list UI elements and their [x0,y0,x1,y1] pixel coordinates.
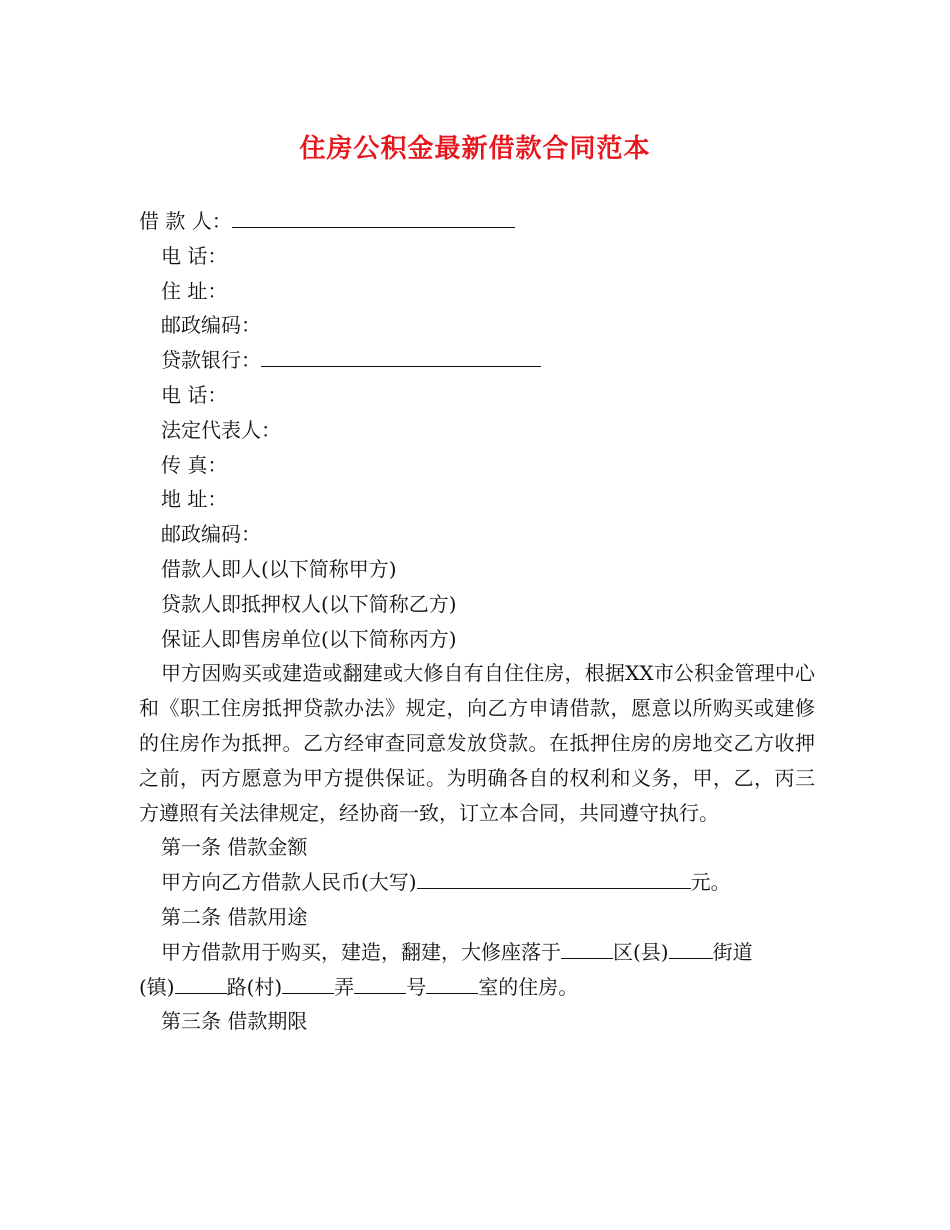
fax-label: 传 真： [161,452,228,477]
postcode2-field [139,517,815,552]
bank-field [139,343,815,378]
article2-heading: 第二条 借款用途 [161,904,308,929]
article1-text-after: 元。 [690,870,731,895]
phone2-label: 电 话： [161,382,228,407]
legal-rep-field [139,413,815,448]
number-blank[interactable] [354,971,406,994]
road-blank[interactable] [175,971,227,994]
article1-heading: 第一条 借款金额 [161,835,308,860]
fax-field [139,448,815,483]
street-label: 街道 [712,939,753,964]
room-label: 室的住房。 [478,974,579,999]
postcode1-field [139,308,815,343]
postcode2-label: 邮政编码： [161,522,261,547]
postcode1-label: 邮政编码： [161,313,261,338]
party-a: 借款人即人(以下简称甲方) [161,556,397,581]
article1-text-before: 甲方向乙方借款人民币(大写) [161,870,417,895]
number-label: 号 [406,974,427,999]
street-blank[interactable] [669,936,713,959]
district-blank[interactable] [561,936,613,959]
bank-blank[interactable] [261,344,541,367]
phone1-label: 电 话： [161,243,228,268]
address2-label: 地 址： [161,487,228,512]
loan-amount-blank[interactable] [417,866,691,889]
document-body [139,204,815,1039]
phone2-field [139,378,815,413]
article1-text [139,865,815,900]
borrower-field [139,204,815,239]
legal-rep-label: 法定代表人： [161,417,281,442]
article3-heading: 第三条 借款期限 [161,1009,308,1034]
address1-label: 住 址： [161,278,228,303]
lane-label: 弄 [334,974,355,999]
party-c: 保证人即售房单位(以下简称丙方) [161,626,457,651]
phone1-field [139,239,815,274]
lane-blank[interactable] [282,971,334,994]
preamble-paragraph: 甲方因购买或建造或翻建或大修自有自住住房，根据XX市公积金管理中心和《职工住房抵押贷款办法》规定，向乙方申请借款，愿意以所购买或建修的住房作为抵押。乙方经审查同意发放贷款。在抵押住房的房地交乙方收押之前，丙方愿意为甲方提供保证。为明确各自的权利和义务，甲，乙，丙三方遵照有关法律规定，经协商一致，订立本合同，共同遵守执行。 [139,661,815,825]
article2-line1 [139,935,815,970]
district-label: 区(县) [613,939,669,964]
bank-label: 贷款银行： [161,348,261,373]
article2-line2 [139,970,815,1005]
address1-field [139,274,815,309]
borrower-label: 借 款 人： [139,209,232,233]
room-blank[interactable] [426,971,478,994]
party-b: 贷款人即抵押权人(以下简称乙方) [161,591,457,616]
borrower-blank[interactable] [232,205,515,228]
article2-text-before: 甲方借款用于购买，建造，翻建，大修座落于 [161,939,561,964]
document-title: 住房公积金最新借款合同范本 [299,134,651,164]
road-label: 路(村) [226,974,283,999]
address2-field [139,482,815,517]
town-label: (镇) [139,974,175,999]
